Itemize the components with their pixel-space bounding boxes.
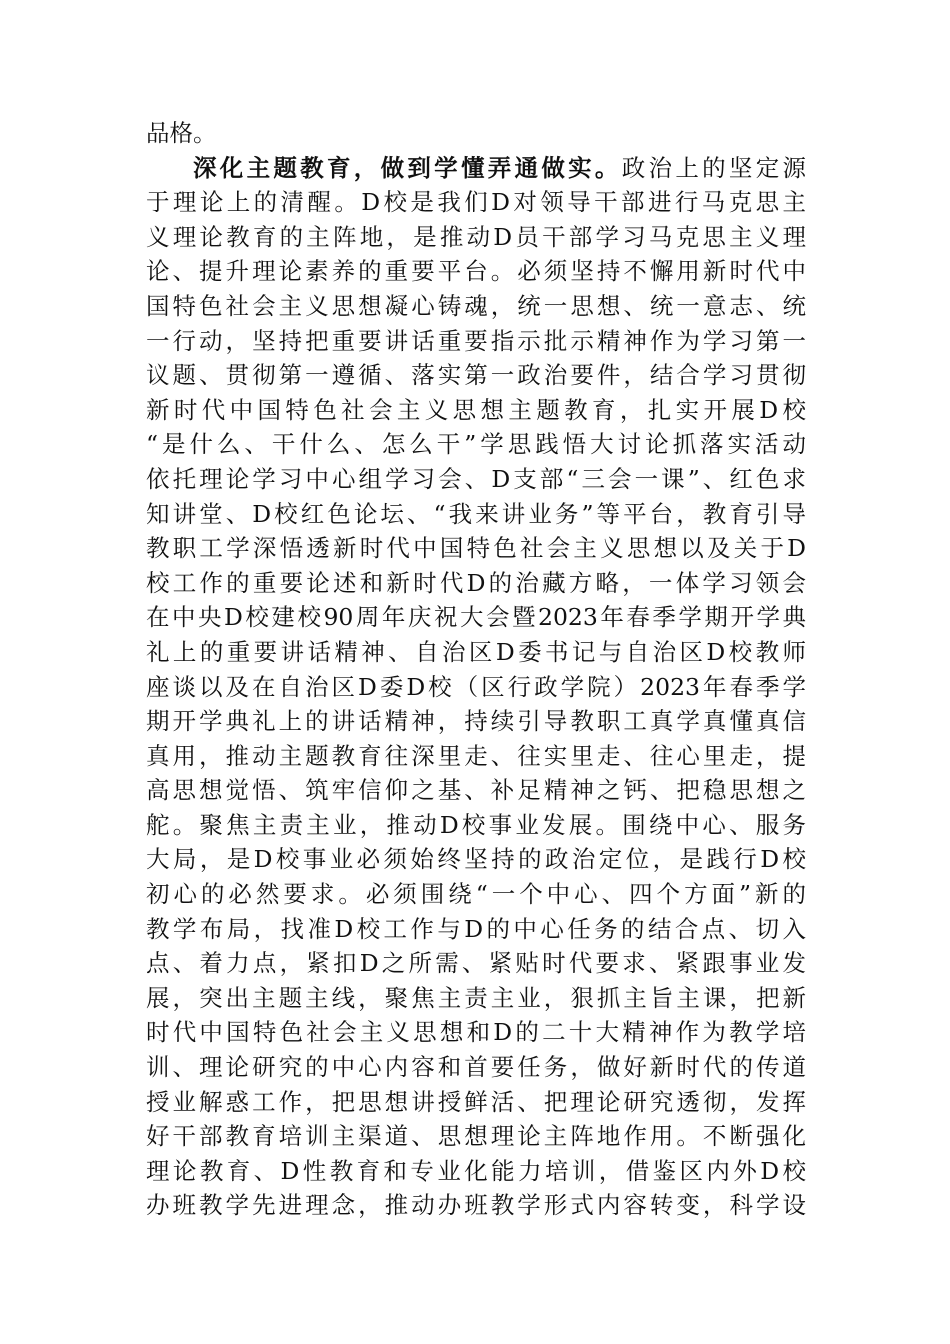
text-line: 好干部教育培训主渠道、思想理论主阵地作用。不断强化	[146, 1122, 806, 1151]
text-line: 于理论上的清醒。D校是我们D对领导干部进行马克思主	[146, 188, 806, 217]
text-line: 办班教学先进理念，推动办班教学形式内容转变，科学设	[146, 1191, 806, 1220]
text-line: 校工作的重要论述和新时代D的治藏方略，一体学习领会	[146, 568, 806, 597]
text-line: 教职工学深悟透新时代中国特色社会主义思想以及关于D	[146, 534, 806, 563]
text-line: 国特色社会主义思想凝心铸魂，统一思想、统一意志、统	[146, 291, 806, 320]
text-line: 礼上的重要讲话精神、自治区D委书记与自治区D校教师	[146, 637, 806, 666]
text-line: 高思想觉悟、筑牢信仰之基、补足精神之钙、把稳思想之	[146, 776, 806, 805]
body-text	[146, 116, 806, 1223]
text-line: 知讲堂、D校红色论坛、“我来讲业务”等平台，教育引导	[146, 499, 806, 528]
text-line: 授业解惑工作，把思想讲授鲜活、把理论研究透彻，发挥	[146, 1087, 806, 1116]
text-line: 真用，推动主题教育往深里走、往实里走、往心里走，提	[146, 741, 806, 770]
text-line: 展，突出主题主线，聚焦主责主业，狠抓主旨主课，把新	[146, 983, 806, 1012]
text-line: 议题、贯彻第一遵循、落实第一政治要件，结合学习贯彻	[146, 361, 806, 390]
section-heading: 深化主题教育，做到学懂弄通做实。	[193, 153, 622, 182]
text-line: 期开学典礼上的讲话精神，持续引导教职工真学真懂真信	[146, 707, 806, 736]
text-line: 依托理论学习中心组学习会、D支部“三会一课”、红色求	[146, 464, 806, 493]
text-line: 初心的必然要求。必须围绕“一个中心、四个方面”新的	[146, 880, 806, 909]
text-line: 座谈以及在自治区D委D校（区行政学院）2023年春季学	[146, 672, 806, 701]
text-line	[146, 151, 806, 186]
text-line: 点、着力点，紧扣D之所需、紧贴时代要求、紧跟事业发	[146, 949, 806, 978]
text-line: 在中央D校建校90周年庆祝大会暨2023年春季学期开学典	[146, 603, 806, 632]
text-line: 论、提升理论素养的重要平台。必须坚持不懈用新时代中	[146, 257, 806, 286]
text-line: 品格。	[146, 119, 217, 147]
text-line: 时代中国特色社会主义思想和D的二十大精神作为教学培	[146, 1018, 806, 1047]
text-line: 义理论教育的主阵地，是推动D员干部学习马克思主义理	[146, 222, 806, 251]
text-run: 政治上的坚定源	[621, 153, 806, 182]
text-line: 舵。聚焦主责主业，推动D校事业发展。围绕中心、服务	[146, 810, 806, 839]
text-line: 新时代中国特色社会主义思想主题教育，扎实开展D校	[146, 395, 806, 424]
text-line: 教学布局，找准D校工作与D的中心任务的结合点、切入	[146, 914, 806, 943]
text-line: 一行动，坚持把重要讲话重要指示批示精神作为学习第一	[146, 326, 806, 355]
text-line: 大局，是D校事业必须始终坚持的政治定位，是践行D校	[146, 845, 806, 874]
text-line: 理论教育、D性教育和专业化能力培训，借鉴区内外D校	[146, 1156, 806, 1185]
text-line: “是什么、干什么、怎么干”学思践悟大讨论抓落实活动	[146, 430, 806, 459]
text-line: 训、理论研究的中心内容和首要任务，做好新时代的传道	[146, 1053, 806, 1082]
